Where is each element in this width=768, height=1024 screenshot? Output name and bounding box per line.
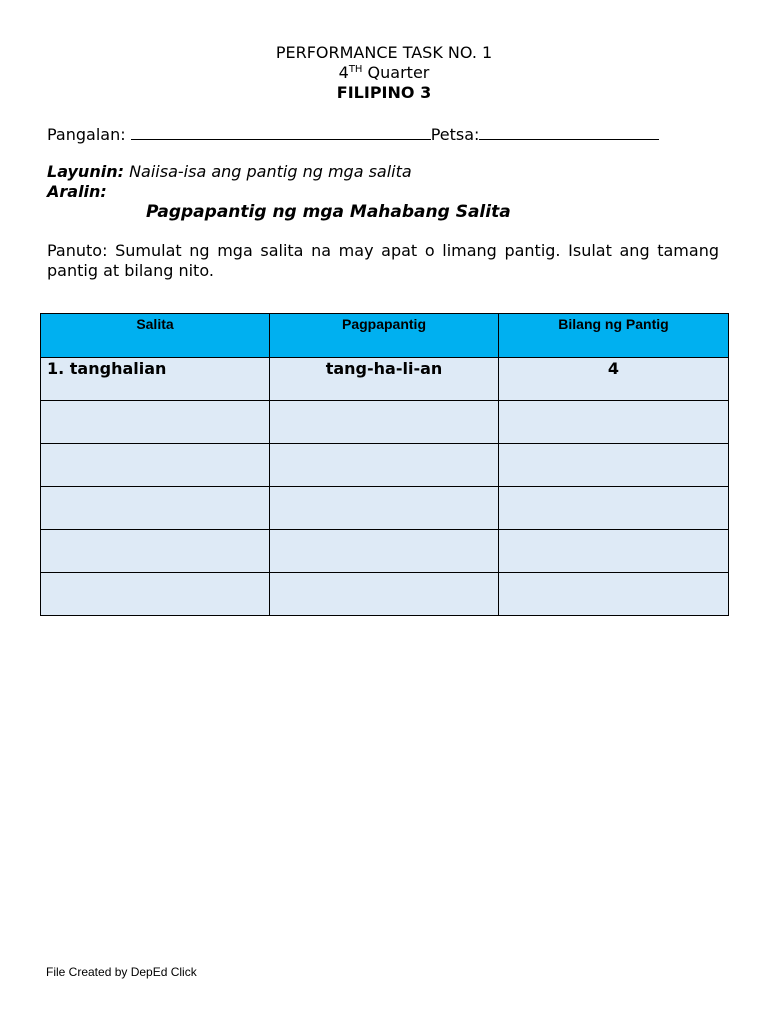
quarter-word: Quarter (367, 63, 430, 82)
name-label: Pangalan: (47, 125, 126, 144)
objective-label: Layunin: (47, 162, 124, 181)
syllable-count-cell[interactable] (499, 444, 729, 487)
syllable-count-cell[interactable]: 4 (499, 358, 729, 401)
syllabication-cell[interactable]: tang-ha-li-an (270, 358, 499, 401)
column-header-salita: Salita (41, 314, 270, 358)
table-row (41, 487, 729, 530)
column-header-pagpapantig: Pagpapantig (270, 314, 499, 358)
syllable-count-cell[interactable] (499, 487, 729, 530)
word-cell[interactable] (41, 487, 270, 530)
lesson-title: Pagpapantig ng mga Mahabang Salita (146, 202, 511, 222)
syllabication-cell[interactable] (270, 401, 499, 444)
syllabication-cell[interactable] (270, 444, 499, 487)
quarter-line (0, 63, 768, 83)
syllable-count-cell[interactable] (499, 573, 729, 616)
date-field[interactable] (479, 123, 659, 140)
syllabication-cell[interactable] (270, 530, 499, 573)
footer-credit: File Created by DepEd Click (46, 965, 197, 979)
word-cell[interactable] (41, 530, 270, 573)
objective-line (47, 162, 412, 182)
table-row (41, 573, 729, 616)
syllable-count-cell[interactable] (499, 401, 729, 444)
word-cell[interactable] (41, 573, 270, 616)
word-cell[interactable]: 1. tanghalian (41, 358, 270, 401)
column-header-bilang: Bilang ng Pantig (499, 314, 729, 358)
syllable-count-cell[interactable] (499, 530, 729, 573)
task-title: PERFORMANCE TASK NO. 1 (275, 43, 493, 62)
word-cell[interactable] (41, 444, 270, 487)
date-label: Petsa: (430, 125, 480, 144)
instructions: Panuto: Sumulat ng mga salita na may apat o limang pantig. Isulat ang tamang pantig at bilang nito. (47, 241, 719, 280)
name-field[interactable] (131, 123, 431, 140)
table-row (41, 530, 729, 573)
table-row (41, 401, 729, 444)
quarter-suffix: TH (348, 64, 363, 75)
table-header-row (41, 314, 729, 358)
name-date-line (47, 123, 659, 145)
table-row (41, 444, 729, 487)
subject-title: FILIPINO 3 (336, 83, 432, 102)
objective-text: Naiisa-isa ang pantig ng mga salita (129, 162, 412, 181)
lesson-label: Aralin: (47, 182, 107, 201)
quarter-number: 4 (338, 63, 349, 82)
syllabication-cell[interactable] (270, 573, 499, 616)
word-cell[interactable] (41, 401, 270, 444)
syllabication-cell[interactable] (270, 487, 499, 530)
syllable-table (40, 313, 729, 616)
table-row (41, 358, 729, 401)
